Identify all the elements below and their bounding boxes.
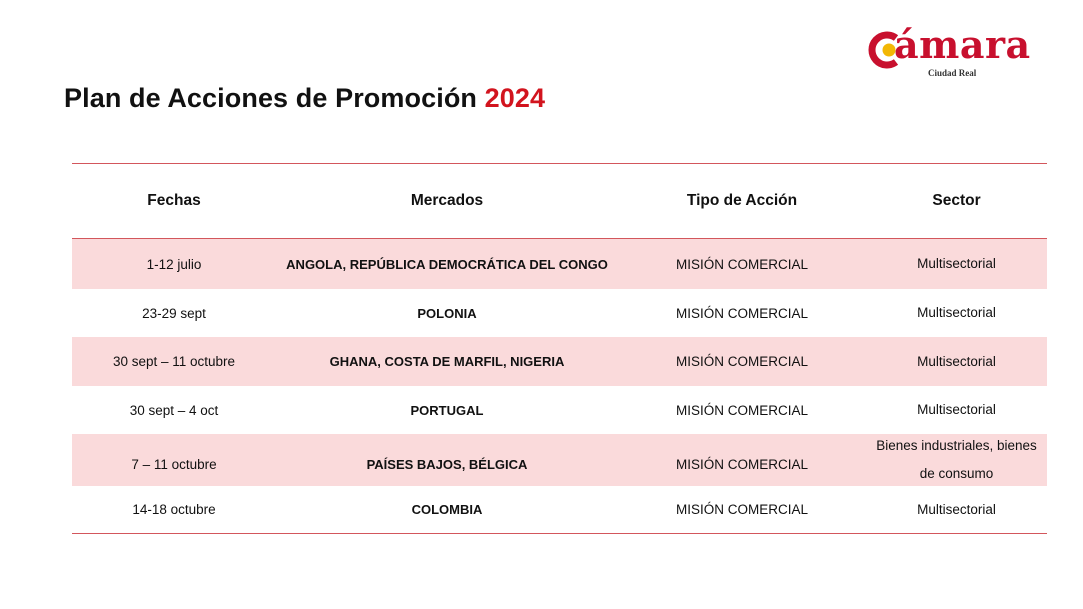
header-fechas: Fechas bbox=[147, 192, 201, 209]
cell-sector: Multisectorial bbox=[917, 353, 996, 369]
table-row bbox=[72, 289, 1047, 337]
cell-mercados: POLONIA bbox=[417, 305, 477, 321]
cell-sector: Multisectorial bbox=[917, 402, 996, 417]
table-row bbox=[72, 486, 1047, 533]
cell-mercados: COLOMBIA bbox=[411, 502, 483, 517]
cell-tipo: MISIÓN COMERCIAL bbox=[675, 305, 808, 321]
header-mercados: Mercados bbox=[410, 192, 484, 209]
camara-logo bbox=[864, 22, 1039, 82]
logo-wordmark: ámara bbox=[894, 22, 1031, 67]
cell-sector: Bienes industriales, bienes de consumo bbox=[876, 438, 1037, 481]
table-row bbox=[72, 337, 1047, 386]
page-title-text: Plan de Acciones de Promoción bbox=[64, 83, 478, 113]
page-title bbox=[64, 83, 545, 114]
cell-fechas: 7 – 11 octubre bbox=[131, 456, 217, 472]
cell-fechas: 23-29 sept bbox=[142, 305, 206, 321]
cell-fechas: 14-18 octubre bbox=[132, 502, 216, 517]
cell-sector: Multisectorial bbox=[917, 501, 996, 517]
cell-tipo: MISIÓN COMERCIAL bbox=[675, 456, 808, 472]
logo-subtitle: Ciudad Real bbox=[928, 68, 977, 78]
cell-tipo: MISIÓN COMERCIAL bbox=[675, 256, 808, 272]
cell-sector: Multisectorial bbox=[917, 256, 996, 271]
cell-tipo: MISIÓN COMERCIAL bbox=[675, 354, 808, 369]
page-title-year: 2024 bbox=[484, 83, 546, 113]
cell-mercados: GHANA, COSTA DE MARFIL, NIGERIA bbox=[329, 354, 565, 369]
table-header-row bbox=[72, 164, 1047, 239]
cell-mercados: PORTUGAL bbox=[410, 402, 484, 418]
cell-tipo: MISIÓN COMERCIAL bbox=[675, 502, 808, 517]
cell-fechas: 1-12 julio bbox=[146, 256, 202, 272]
header-tipo: Tipo de Acción bbox=[686, 192, 798, 209]
cell-mercados: PAÍSES BAJOS, BÉLGICA bbox=[366, 456, 528, 472]
cell-fechas: 30 sept – 4 oct bbox=[129, 402, 219, 418]
cell-tipo: MISIÓN COMERCIAL bbox=[675, 402, 808, 418]
table-row bbox=[72, 239, 1047, 289]
table-row bbox=[72, 434, 1047, 486]
cell-sector: Multisectorial bbox=[917, 305, 996, 320]
cell-mercados: ANGOLA, REPÚBLICA DEMOCRÁTICA DEL CONGO bbox=[286, 256, 608, 272]
table-row bbox=[72, 386, 1047, 434]
header-sector: Sector bbox=[932, 192, 981, 209]
promotion-actions-table bbox=[72, 163, 1047, 534]
cell-fechas: 30 sept – 11 octubre bbox=[112, 354, 236, 369]
